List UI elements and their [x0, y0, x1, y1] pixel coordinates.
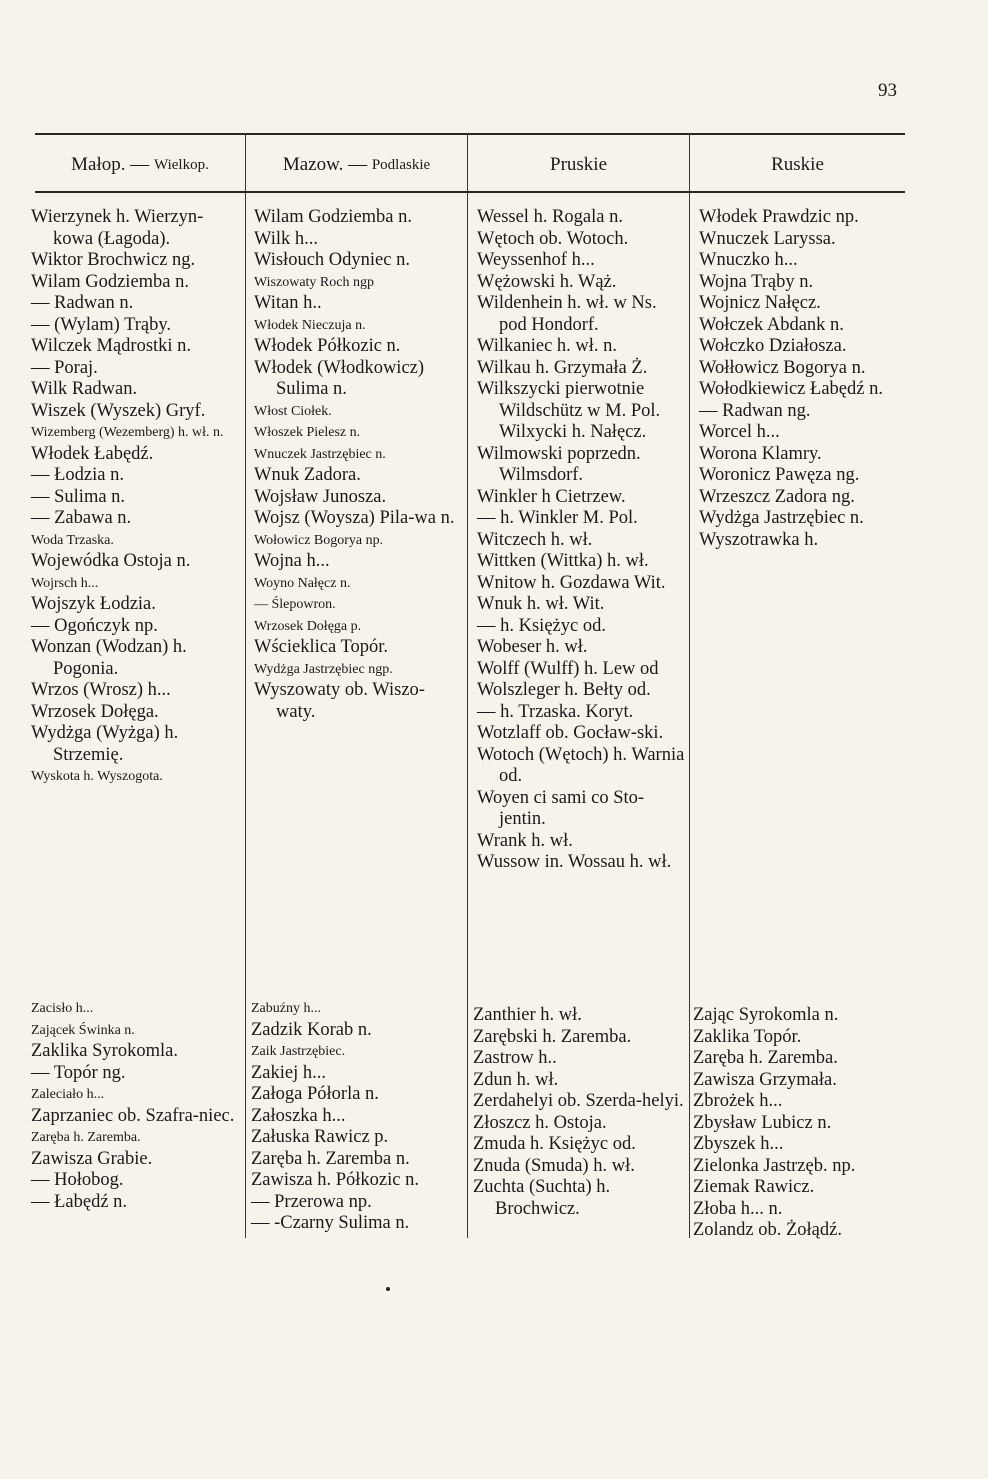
- list-item: Wolszleger h. Bełty od.: [477, 680, 651, 700]
- list-item: Wołłowicz Bogorya n.: [699, 357, 866, 378]
- list-item: Zaprzaniec ob. Szafra-niec.: [31, 1105, 235, 1126]
- list-item: Zbyszek h...: [693, 1134, 784, 1154]
- header-main: Mazow.: [282, 154, 344, 175]
- list-item: Wiszek (Wyszek) Gryf.: [31, 400, 206, 421]
- list-item: Worcel h...: [699, 422, 780, 442]
- list-item: Wnuczek Jastrzębiec n.: [254, 446, 386, 462]
- list-item: Zawisza Grzymała.: [693, 1069, 837, 1090]
- list-item: Wisłouch Odyniec n.: [254, 250, 410, 270]
- list-item: Wojna h...: [254, 551, 330, 571]
- list-item: Zadzik Korab n.: [251, 1019, 372, 1040]
- list-item: Wydżga Jastrzębiec ngp.: [254, 661, 393, 677]
- column-mazow-top: [254, 207, 464, 723]
- column-divider-3: [689, 133, 690, 1238]
- list-item: Zającek Świnka n.: [31, 1022, 135, 1038]
- list-item: Wilam Godziemba n.: [254, 207, 412, 227]
- list-item: — Łodzia n.: [31, 465, 124, 485]
- list-item: Zawisza Grabie.: [31, 1148, 153, 1169]
- list-item: Zuchta (Suchta) h. Brochwicz.: [473, 1177, 611, 1219]
- list-item: Wołczek Abdank n.: [699, 314, 844, 335]
- list-item: Wotoch (Wętoch) h. Warnia od.: [477, 744, 685, 786]
- list-item: — Ogończyk np.: [31, 615, 158, 636]
- list-item: Wydżga (Wyżga) h. Strzemię.: [31, 723, 179, 765]
- header-sub: Wielkop.: [154, 156, 209, 173]
- list-item: Ziemak Rawicz.: [693, 1177, 815, 1197]
- list-item: Wnuczko h...: [699, 250, 798, 270]
- column-malop-top: [31, 207, 243, 788]
- list-item: Woyno Nałęcz n.: [254, 575, 351, 591]
- list-item: Zacisło h...: [31, 1001, 94, 1016]
- list-item: Zbrożek h...: [693, 1091, 783, 1111]
- list-item: Wilczek Mądrostki n.: [31, 336, 192, 356]
- header-malop-wielkop: [35, 150, 245, 180]
- list-item: Wnuk Zadora.: [254, 465, 361, 485]
- list-item: Wessel h. Rogala n.: [477, 207, 623, 227]
- column-ruskie-top: [699, 207, 905, 551]
- list-item: Wołodkiewicz Łabędź n.: [699, 379, 883, 399]
- header-dash: —: [130, 154, 150, 175]
- list-item: Wyszotrawka h.: [699, 529, 819, 550]
- list-item: Worona Klamry.: [699, 443, 822, 464]
- list-item: Wonzan (Wodzan) h. Pogonia.: [31, 637, 187, 679]
- list-item: Zmuda h. Księżyc od.: [473, 1134, 636, 1154]
- list-item: Zielonka Jastrzęb. np.: [693, 1155, 856, 1176]
- list-item: Woronicz Pawęza ng.: [699, 465, 860, 485]
- list-item: Wołowicz Bogorya np.: [254, 532, 384, 548]
- list-item: Wierzynek h. Wierzyn-kowa (Łagoda).: [31, 207, 204, 249]
- header-main: Ruskie: [771, 154, 824, 175]
- list-item: Włodek Półkozic n.: [254, 336, 401, 356]
- list-item: Wiszowaty Roch ngp: [254, 274, 374, 290]
- list-item: Załoga Półorla n.: [251, 1084, 379, 1104]
- column-ruskie-bottom: [693, 1005, 905, 1242]
- list-item: Wilam Godziemba n.: [31, 271, 189, 292]
- list-item: Wotzlaff ob. Gocław-ski.: [477, 723, 664, 743]
- list-item: Załoszka h...: [251, 1105, 346, 1126]
- top-rule: [35, 133, 905, 135]
- list-item: — (Wylam) Trąby.: [31, 314, 172, 335]
- list-item: Wrzeszcz Zadora ng.: [699, 486, 855, 507]
- list-item: Zaklika Syrokomla.: [31, 1041, 178, 1061]
- list-item: Wildenhein h. wł. w Ns. pod Hondorf.: [477, 293, 657, 335]
- list-item: Weyssenhof h...: [477, 250, 595, 270]
- list-item: Włodek (Włodkowicz) Sulima n.: [254, 357, 425, 399]
- list-item: Wnuk h. wł. Wit.: [477, 594, 605, 614]
- header-main: Małop.: [71, 154, 126, 175]
- list-item: Zaręba h. Zaremba.: [31, 1130, 141, 1145]
- list-item: Zerdahelyi ob. Szerda-helyi.: [473, 1091, 684, 1111]
- list-item: Wiktor Brochwicz ng.: [31, 250, 196, 270]
- list-item: Zając Syrokomla n.: [693, 1005, 839, 1025]
- list-item: — Przerowa np.: [251, 1191, 372, 1212]
- list-item: Złoszcz h. Ostoja.: [473, 1112, 607, 1133]
- column-pruskie-bottom: [473, 1005, 687, 1220]
- list-item: Wojsz (Woysza) Pila-wa n.: [254, 508, 455, 528]
- list-item: Wrzos (Wrosz) h...: [31, 680, 171, 700]
- list-item: Wilk h...: [254, 228, 319, 249]
- list-item: Zanthier h. wł.: [473, 1005, 582, 1025]
- list-item: Zbysław Lubicz n.: [693, 1112, 832, 1133]
- list-item: Wobeser h. wł.: [477, 637, 588, 657]
- list-item: — Sulima n.: [31, 486, 126, 507]
- header-sub: Podlaskie: [371, 156, 431, 173]
- list-item: Zaik Jastrzębiec.: [251, 1044, 346, 1059]
- list-item: Wyszowaty ob. Wiszo-waty.: [254, 680, 425, 722]
- list-item: — Topór ng.: [31, 1062, 126, 1083]
- header-ruskie: [690, 150, 905, 180]
- list-item: Zdun h. wł.: [473, 1069, 559, 1090]
- list-item: Zawisza h. Półkozic n.: [251, 1170, 419, 1190]
- list-item: Wrank h. wł.: [477, 830, 573, 851]
- list-item: Zarębski h. Zaremba.: [473, 1026, 632, 1047]
- list-item: Woyen ci sami co Sto-jentin.: [477, 787, 645, 829]
- column-malop-bottom: [31, 998, 243, 1213]
- list-item: Wilkaniec h. wł. n.: [477, 336, 618, 356]
- list-item: Witan h..: [254, 293, 322, 313]
- list-item: — Radwan n.: [31, 293, 134, 313]
- list-item: Zaklika Topór.: [693, 1026, 802, 1047]
- list-item: Witczech h. wł.: [477, 529, 593, 550]
- list-item: — -Czarny Sulima n.: [251, 1213, 410, 1233]
- list-item: Złoba h... n.: [693, 1198, 783, 1219]
- list-item: Wojrsch h...: [31, 575, 99, 591]
- header-mazow-podlaskie: [246, 150, 467, 180]
- list-item: Wnitow h. Gozdawa Wit.: [477, 572, 666, 593]
- list-item: Włodek Prawdzic np.: [699, 207, 859, 227]
- list-item: — Radwan ng.: [699, 400, 811, 421]
- page-number: 93: [878, 80, 897, 101]
- list-item: Wężowski h. Wąż.: [477, 271, 617, 292]
- list-item: Wilk Radwan.: [31, 379, 138, 399]
- column-pruskie-top: [477, 207, 687, 874]
- list-item: Zolandz ob. Żołądź.: [693, 1220, 842, 1240]
- list-item: Zaręba h. Zaremba.: [693, 1048, 838, 1068]
- list-item: Wścieklica Topór.: [254, 637, 388, 657]
- list-item: Wizemberg (Wezemberg) h. wł. n.: [31, 425, 224, 440]
- list-item: Wolff (Wulff) h. Lew od: [477, 658, 659, 679]
- list-item: Wilkau h. Grzymała Ż.: [477, 357, 648, 378]
- list-item: Włost Ciołek.: [254, 403, 332, 419]
- list-item: Wętoch ob. Wotoch.: [477, 228, 629, 249]
- ink-spot: [386, 1287, 390, 1291]
- list-item: Wittken (Wittka) h. wł.: [477, 551, 649, 571]
- column-mazow-bottom: [251, 998, 464, 1235]
- list-item: Załuska Rawicz p.: [251, 1127, 389, 1147]
- list-item: — Poraj.: [31, 357, 98, 378]
- list-item: Wydżga Jastrzębiec n.: [699, 508, 864, 528]
- header-pruskie: [468, 150, 689, 180]
- list-item: Wyskota h. Wyszogota.: [31, 769, 163, 784]
- header-rule: [35, 191, 905, 193]
- list-item: Włodek Nieczuja n.: [254, 317, 366, 333]
- list-item: Winkler h Cietrzew.: [477, 486, 626, 507]
- list-item: Wrzosek Dołęga.: [31, 701, 159, 722]
- list-item: Wojewódka Ostoja n.: [31, 551, 191, 571]
- list-item: Znuda (Smuda) h. wł.: [473, 1155, 635, 1176]
- list-item: Wołczko Działosza.: [699, 336, 847, 356]
- list-item: Wnuczek Laryssa.: [699, 228, 836, 249]
- list-item: Wojszyk Łodzia.: [31, 594, 156, 614]
- list-item: Zakiej h...: [251, 1062, 327, 1083]
- list-item: — h. Księżyc od.: [477, 615, 606, 636]
- list-item: — Zabawa n.: [31, 508, 132, 528]
- list-item: — Ślepowron.: [254, 597, 336, 612]
- list-item: Woda Trzaska.: [31, 532, 114, 548]
- header-main: Pruskie: [550, 154, 607, 175]
- list-item: Wojna Trąby n.: [699, 271, 814, 292]
- list-item: Wojsław Junosza.: [254, 486, 387, 507]
- list-item: Wrzosek Dołęga p.: [254, 618, 362, 634]
- list-item: Zabuźny h...: [251, 1001, 321, 1016]
- list-item: Zaręba h. Zaremba n.: [251, 1148, 410, 1169]
- list-item: Włodek Łabędź.: [31, 443, 154, 464]
- column-divider-1: [245, 133, 246, 1238]
- list-item: Wilkszycki pierwotnie Wildschütz w M. Pol. Wilxycki h. Nałęcz.: [477, 379, 661, 442]
- list-item: — h. Trzaska. Koryt.: [477, 701, 634, 722]
- column-divider-2: [467, 133, 468, 1238]
- list-item: Włoszek Pielesz n.: [254, 425, 361, 440]
- list-item: Zaleciało h...: [31, 1087, 105, 1102]
- list-item: — Łabędź n.: [31, 1191, 128, 1212]
- list-item: — h. Winkler M. Pol.: [477, 508, 638, 528]
- header-dash: —: [348, 154, 368, 175]
- list-item: Wussow in. Wossau h. wł.: [477, 852, 672, 872]
- list-item: Wojnicz Nałęcz.: [699, 293, 821, 313]
- list-item: Wilmowski poprzedn. Wilmsdorf.: [477, 443, 641, 485]
- list-item: — Hołobog.: [31, 1170, 124, 1190]
- list-item: Zastrow h..: [473, 1048, 557, 1068]
